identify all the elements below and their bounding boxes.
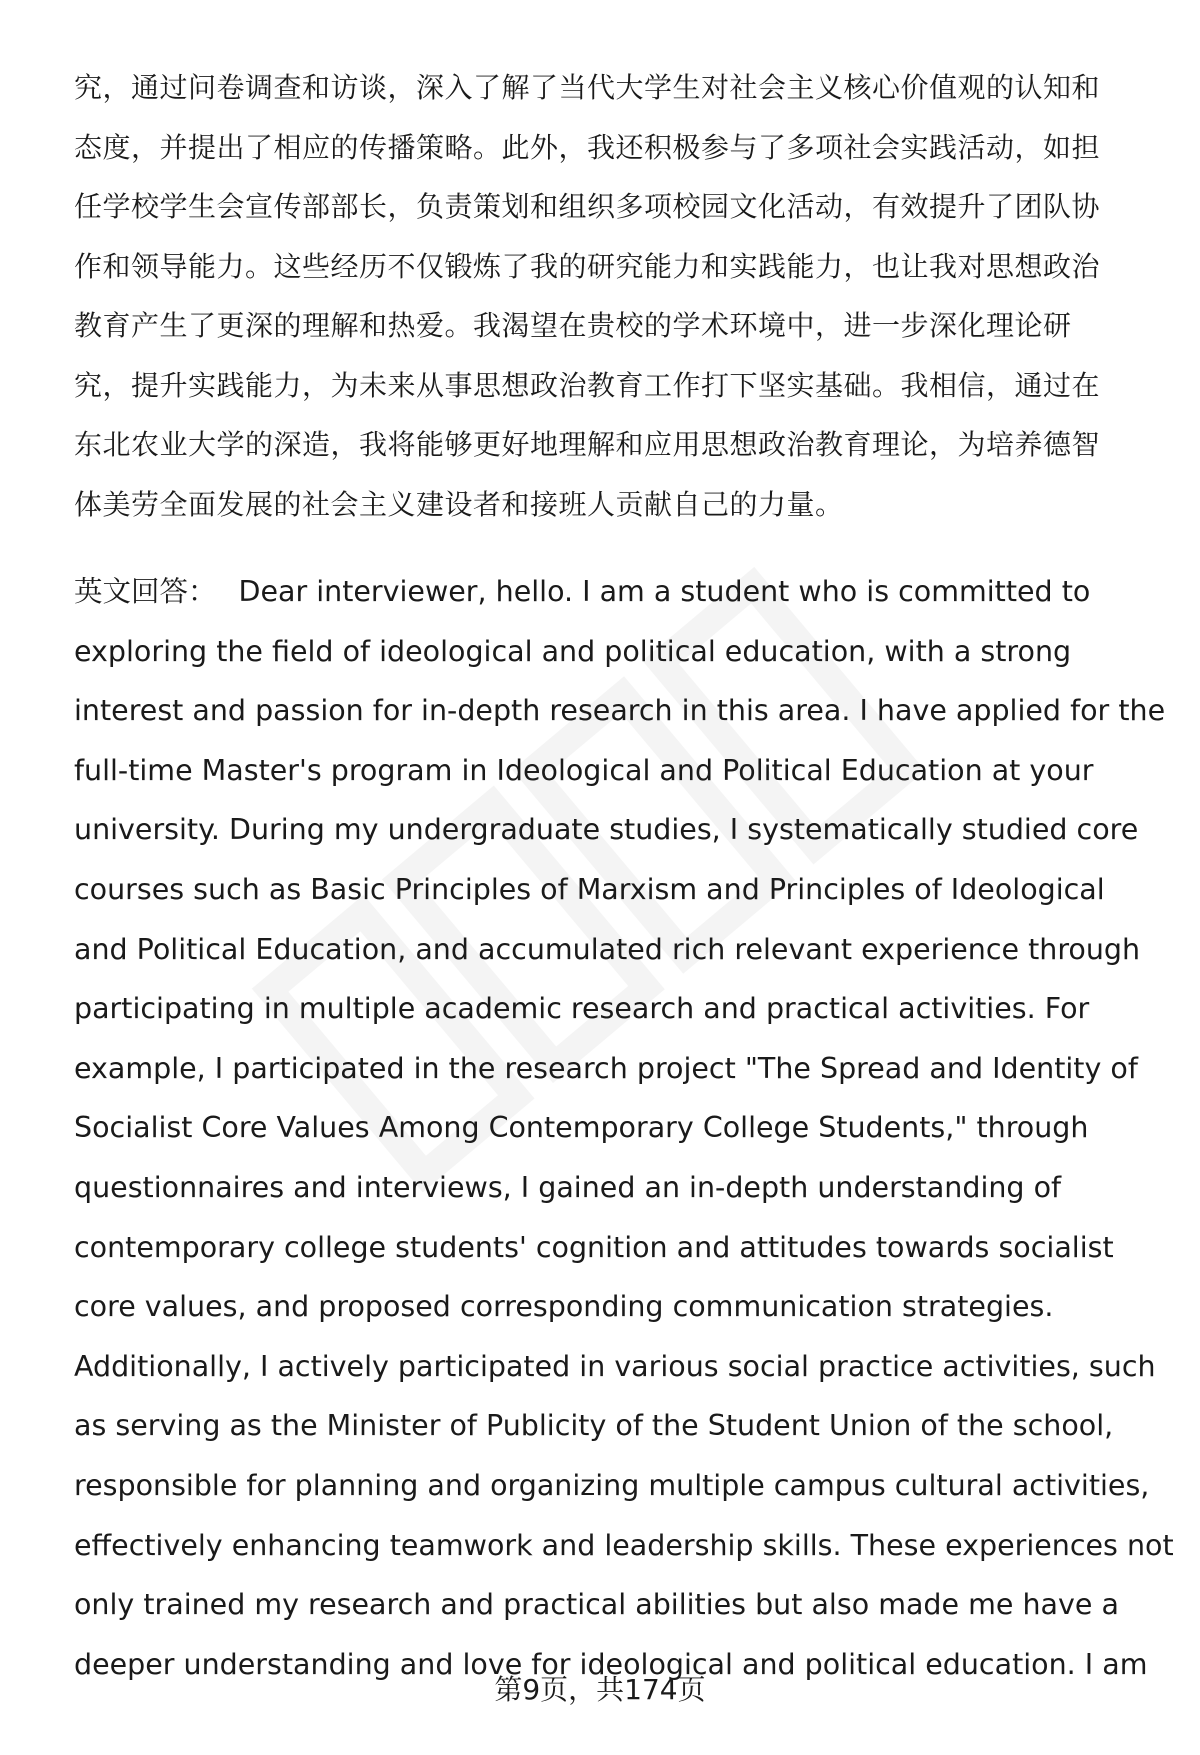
paragraph-line: only trained my research and practical abilities but also made me have a xyxy=(74,1588,1119,1622)
page-number-footer: 第9页，共174页 xyxy=(494,1673,706,1706)
paragraph-line: exploring the field of ideological and political education, with a strong xyxy=(74,634,1072,668)
paragraph-line: as serving as the Minister of Publicity of the Student Union of the school, xyxy=(74,1409,1114,1443)
paragraph-line: questionnaires and interviews, I gained an in-depth understanding of xyxy=(74,1170,1062,1204)
paragraph-line: Socialist Core Values Among Contemporary College Students," through xyxy=(74,1111,1089,1145)
paragraph-line: 教育产生了更深的理解和热爱。我渴望在贵校的学术环境中，进一步深化理论研 xyxy=(74,309,1072,342)
paragraph-line: 任学校学生会宣传部部长，负责策划和组织多项校园文化活动，有效提升了团队协 xyxy=(74,190,1101,223)
paragraph-line: contemporary college students' cognition and attitudes towards socialist xyxy=(74,1230,1114,1264)
paragraph-line: interest and passion for in-depth research in this area. I have applied for the xyxy=(74,694,1166,728)
english-answer-label: 英文回答： xyxy=(74,575,217,608)
document-body xyxy=(74,58,1174,1694)
paragraph-line: Additionally, I actively participated in various social practice activities, such xyxy=(74,1349,1156,1383)
paragraph-line-text: Dear interviewer, hello. I am a student who is committed to xyxy=(238,575,1091,608)
paragraph-line: courses such as Basic Principles of Marxism and Principles of Ideological xyxy=(74,872,1105,906)
paragraph-line: core values, and proposed corresponding communication strategies. xyxy=(74,1290,1054,1324)
paragraph-line: university. During my undergraduate studies, I systematically studied core xyxy=(74,813,1139,847)
paragraph-line: 究，提升实践能力，为未来从事思想政治教育工作打下坚实基础。我相信，通过在 xyxy=(74,368,1101,402)
english-answer-paragraph xyxy=(74,562,1174,1694)
paragraph-line: deeper understanding and love for ideological and political education. I am xyxy=(74,1647,1148,1681)
paragraph-line: 作和领导能力。这些经历不仅锻炼了我的研究能力和实践能力，也让我对思想政治 xyxy=(74,249,1101,283)
chinese-answer-paragraph xyxy=(74,58,1154,534)
paragraph-line: 究，通过问卷调查和访谈，深入了解了当代大学生对社会主义核心价值观的认知和 xyxy=(74,71,1101,104)
paragraph-line: 态度，并提出了相应的传播策略。此外，我还积极参与了多项社会实践活动，如担 xyxy=(74,130,1101,164)
paragraph-line: example, I participated in the research project "The Spread and Identity of xyxy=(74,1051,1138,1085)
paragraph-line: full-time Master's program in Ideological and Political Education at your xyxy=(74,753,1094,787)
paragraph-line: participating in multiple academic research and practical activities. For xyxy=(74,992,1090,1026)
paragraph-line: 体美劳全面发展的社会主义建设者和接班人贡献自己的力量。 xyxy=(74,487,844,521)
paragraph-line: responsible for planning and organizing multiple campus cultural activities, xyxy=(74,1468,1150,1502)
paragraph-line-first xyxy=(74,562,1154,622)
paragraph-line: 东北农业大学的深造，我将能够更好地理解和应用思想政治教育理论，为培养德智 xyxy=(74,428,1101,461)
paragraph-line: and Political Education, and accumulated rich relevant experience through xyxy=(74,932,1141,966)
paragraph-line: effectively enhancing teamwork and leadership skills. These experiences not xyxy=(74,1528,1174,1562)
